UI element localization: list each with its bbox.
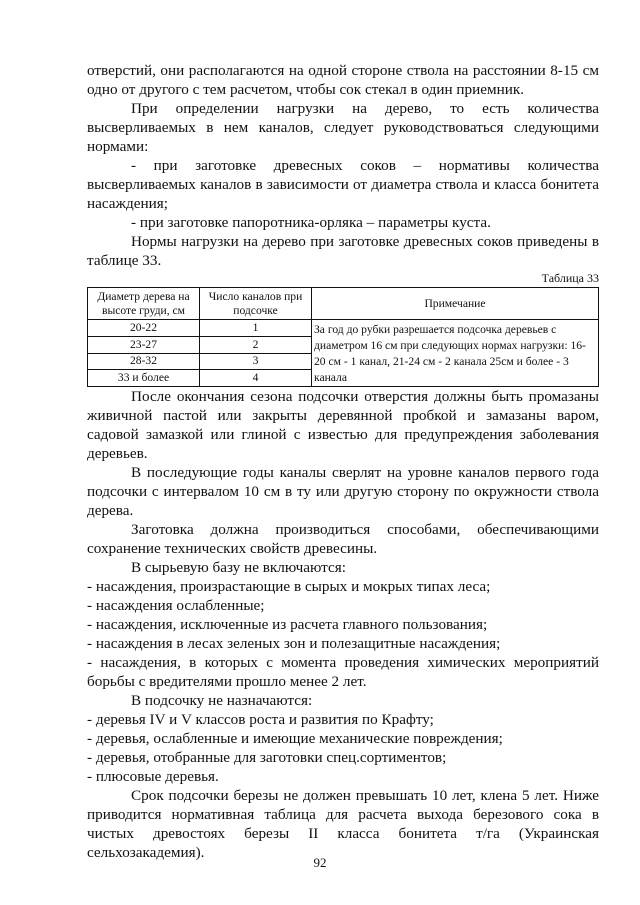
text-block-before-table [87, 61, 599, 270]
cell-channels: 3 [200, 353, 312, 370]
paragraph: Заготовка должна производиться способами, обеспечивающими сохранение технических свойств древесины. [87, 521, 599, 557]
paragraph: - деревья IV и V классов роста и развития по Крафту; [87, 711, 434, 728]
paragraph: - при заготовке древесных соков – нормативы количества высверливаемых каналов в зависимости от диаметра ствола и класса бонитета насаждения; [87, 157, 599, 212]
table-header-row [88, 288, 599, 320]
norms-table [87, 287, 599, 387]
cell-diameter: 28-32 [88, 353, 200, 370]
paragraph: - насаждения ослабленные; [87, 597, 265, 614]
header-channels: Число каналов при подсочке [200, 288, 312, 320]
cell-note: За год до рубки разрешается подсочка деревьев с диаметром 16 см при следующих нормах нагрузки: 16-20 см - 1 канал, 21-24 см - 2 канала 25см и более - 3 канала [312, 320, 599, 387]
table-row [88, 320, 599, 337]
paragraph: После окончания сезона подсочки отверстия должны быть промазаны живичной пастой или закрыты деревянной пробкой и замазаны варом, садовой замазкой или глиной с известью для предупреждения заболевания деревьев. [87, 388, 599, 462]
paragraph: При определении нагрузки на дерево, то есть количества высверливаемых в нем каналов, следует руководствоваться следующими нормами: [87, 100, 599, 155]
paragraph: Нормы нагрузки на дерево при заготовке древесных соков приведены в таблице 33. [87, 233, 599, 269]
paragraph: В последующие годы каналы сверлят на уровне каналов первого года подсочки с интервалом 10 см в ту или другую сторону по окружности ствола дерева. [87, 464, 599, 519]
cell-channels: 2 [200, 336, 312, 353]
paragraph: - насаждения в лесах зеленых зон и полезащитные насаждения; [87, 635, 501, 652]
paragraph: отверстий, они располагаются на одной стороне ствола на расстоянии 8-15 см одно от другого с тем расчетом, чтобы сок стекал в один приемник. [87, 62, 599, 98]
paragraph: - деревья, отобранные для заготовки спец.сортиментов; [87, 749, 447, 766]
cell-diameter: 23-27 [88, 336, 200, 353]
document-page [87, 61, 599, 862]
paragraph: Срок подсочки березы не должен превышать 10 лет, клена 5 лет. Ниже приводится нормативная таблица для расчета выхода березового сока в чистых древостоях березы II класса бонитета т/га (Украинская сельхозакадемия). [87, 787, 599, 861]
paragraph: - насаждения, исключенные из расчета главного пользования; [87, 616, 488, 633]
cell-diameter: 20-22 [88, 320, 200, 337]
table-caption: Таблица 33 [541, 271, 599, 285]
paragraph: В подсочку не назначаются: [131, 692, 313, 709]
header-diameter: Диаметр дерева на высоте груди, см [88, 288, 200, 320]
cell-diameter: 33 и более [88, 370, 200, 387]
paragraph: В сырьевую базу не включаются: [131, 559, 346, 576]
paragraph: - насаждения, в которых с момента проведения химических мероприятий борьбы с вредителями прошло менее 2 лет. [87, 654, 599, 690]
header-note: Примечание [312, 288, 599, 320]
paragraph: - при заготовке папоротника-орляка – параметры куста. [131, 214, 491, 231]
paragraph: - насаждения, произрастающие в сырых и мокрых типах леса; [87, 578, 491, 595]
text-block-after-table [87, 387, 599, 862]
cell-channels: 1 [200, 320, 312, 337]
paragraph: - деревья, ослабленные и имеющие механические повреждения; [87, 730, 503, 747]
paragraph: - плюсовые деревья. [87, 768, 219, 785]
cell-channels: 4 [200, 370, 312, 387]
page-number: 92 [313, 855, 327, 870]
